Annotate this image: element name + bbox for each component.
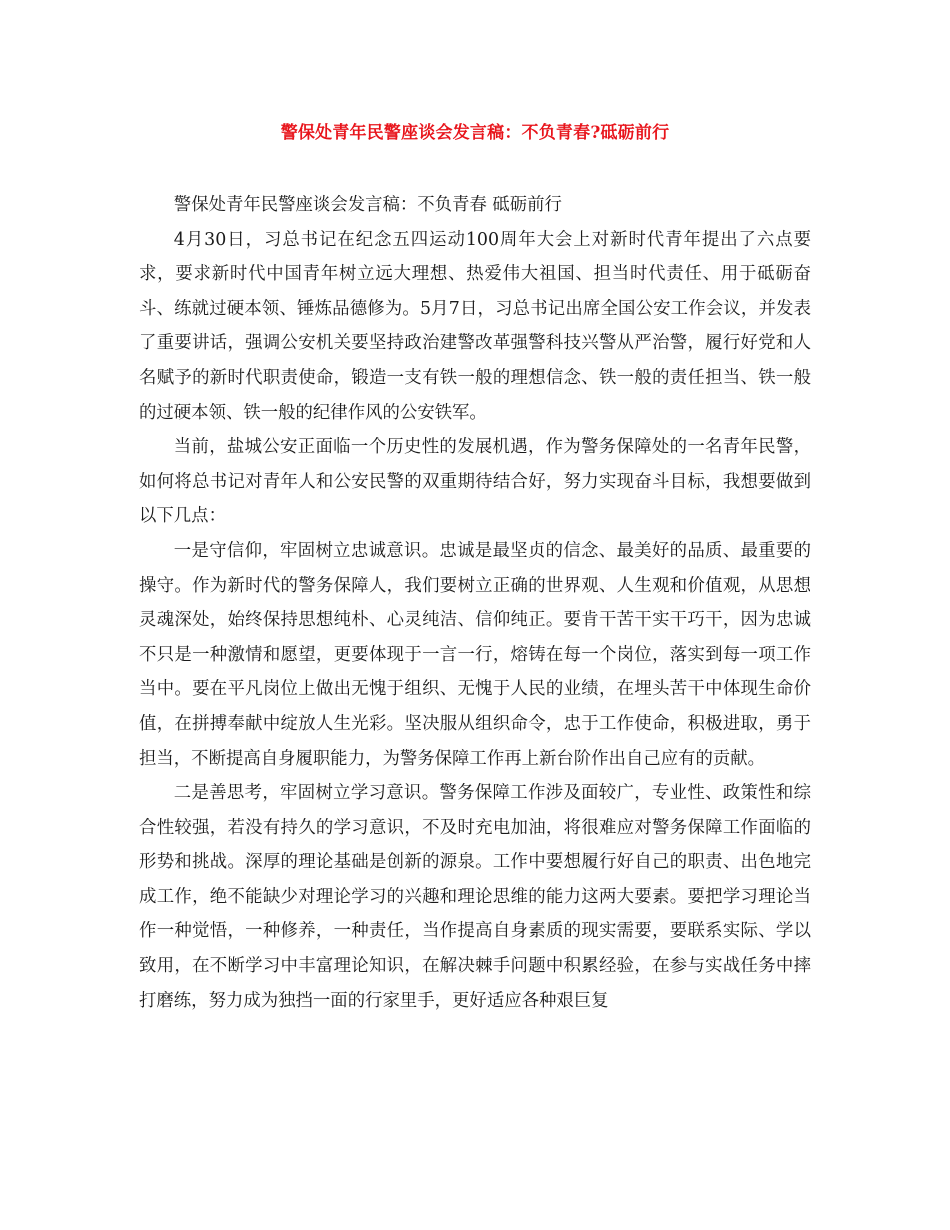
paragraph: 二是善思考，牢固树立学习意识。警务保障工作涉及面较广，专业性、政策性和综合性较强，若没有持久的学习意识，不及时充电加油，将很难应对警务保障工作面临的形势和挑战。深厚的理论基础是创新的源泉。工作中要想履行好自己的职责、出色地完成工作，绝不能缺少对理论学习的兴趣和理论思维的能力这两大要素。要把学习理论当作一种觉悟，一种修养，一种责任，当作提高自身素质的现实需要，要联系实际、学以致用，在不断学习中丰富理论知识，在解决棘手问题中积累经验，在参与实战任务中摔打磨练，努力成为独挡一面的行家里手，更好适应各种艰巨复 (139, 783, 811, 1011)
document-body (139, 188, 811, 1018)
document-title: 警保处青年民警座谈会发言稿：不负青春?砥砺前行 (280, 123, 670, 143)
paragraph: 当前，盐城公安正面临一个历史性的发展机遇，作为警务保障处的一名青年民警，如何将总书记对青年人和公安民警的双重期待结合好，努力实现奋斗目标，我想要做到以下几点： (139, 437, 811, 527)
paragraph-subtitle: 警保处青年民警座谈会发言稿：不负青春 砥砺前行 (173, 195, 562, 215)
paragraph: 4月30日，习总书记在纪念五四运动100周年大会上对新时代青年提出了六点要求，要求新时代中国青年树立远大理想、热爱伟大祖国、担当时代责任、用于砥砺奋斗、练就过硬本领、锤炼品德修为。5月7日，习总书记出席全国公安工作会议，并发表了重要讲话，强调公安机关要坚持政治建警改革强警科技兴警从严治警，履行好党和人名赋予的新时代职责使命，锻造一支有铁一般的理想信念、铁一般的责任担当、铁一般的过硬本领、铁一般的纪律作风的公安铁军。 (139, 229, 811, 423)
paragraph: 一是守信仰，牢固树立忠诚意识。忠诚是最坚贞的信念、最美好的品质、最重要的操守。作为新时代的警务保障人，我们要树立正确的世界观、人生观和价值观，从思想灵魂深处，始终保持思想纯朴、心灵纯洁、信仰纯正。要肯干苦干实干巧干，因为忠诚不只是一种激情和愿望，更要体现于一言一行，熔铸在每一个岗位，落实到每一项工作当中。要在平凡岗位上做出无愧于组织、无愧于人民的业绩，在埋头苦干中体现生命价值，在拼搏奉献中绽放人生光彩。坚决服从组织命令，忠于工作使命，积极进取，勇于担当，不断提高自身履职能力，为警务保障工作再上新台阶作出自己应有的贡献。 (139, 540, 811, 769)
